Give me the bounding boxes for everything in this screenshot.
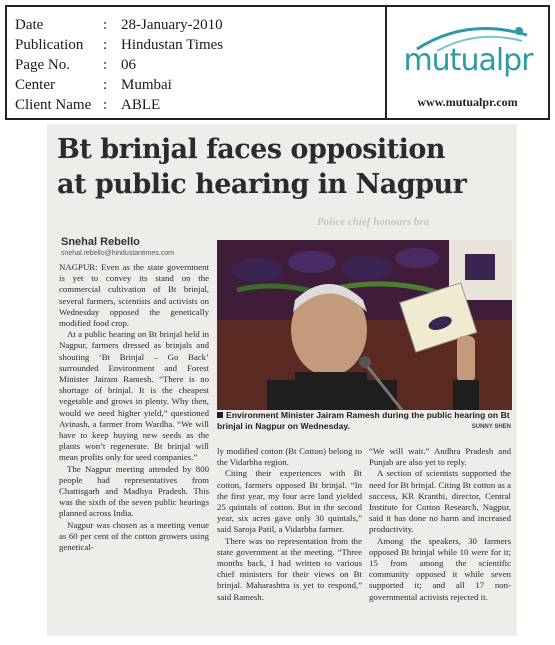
paragraph: There was no representation from the state government at the meeting. “Three months back, I had written to various chief ministers for their views on Bt brinjal. Maharashtra is yet to respond,” said Ramesh.: [217, 535, 362, 602]
minister-photo-illustration: [217, 240, 512, 410]
meta-row-publication: [15, 35, 390, 55]
paragraph: ly modified cotton (Bt Cotton) belong to the Vidarbha region.: [217, 446, 362, 468]
meta-separator: :: [103, 17, 108, 33]
paragraph: A section of scientists supported the need for Bt brinjal. Citing Bt cotton as a success, KR Kranthi, director, Central Institute for Cotton Research, Nagpur, said it has done no harm and increased productivity.: [369, 468, 511, 535]
paragraph: “We will wait.” Andhra Pradesh and Punjab are also yet to reply.: [369, 446, 511, 468]
meta-separator: :: [103, 57, 108, 73]
headline-line: Bt brinjal faces opposition: [57, 134, 446, 165]
meta-label: Publication: [15, 37, 84, 53]
meta-label: Center: [15, 77, 55, 93]
meta-row-date: [15, 15, 390, 35]
meta-row-page: [15, 55, 390, 75]
meta-separator: :: [103, 77, 108, 93]
meta-separator: :: [103, 37, 108, 53]
paragraph: At a public hearing on Bt brinjal held in Nagpur, farmers dressed as brinjals and shouting ‘Bt Brinjal – Go Back’ surrounded Environment and Forest Minister Jairam Ramesh. “There is no shortage of brinjal. It is the cheapest vegetable and grows in plenty. Why then, would we need higher yield,” questioned Avinash, a farmer from Wardha. “We will have to keep buying new seeds as the plants won’t regenerate. Bt brinjal will mean profits only for seed companies.”: [59, 329, 209, 463]
paragraph: Among the speakers, 30 farmers opposed Bt brinjal while 10 were for it; 15 from among the scientific community opposed it while seven supported it; and all 17 non-governmental activists rejected it.: [369, 535, 511, 602]
meta-label: Date: [15, 17, 44, 33]
bleed-through-text: Police chief honours bra: [317, 216, 430, 228]
article-headline: [57, 132, 512, 202]
meta-value: 28-January-2010: [121, 17, 223, 33]
meta-label: Page No.: [15, 57, 70, 73]
paragraph: NAGPUR: Even as the state government is yet to convey its stand on the commercial cultivation of Bt brinjal, several farmers, scientists and activists on Wednesday opposed the genetically modified food crop.: [59, 262, 209, 329]
clipping-header: [5, 5, 550, 120]
article-column-1: [59, 262, 209, 634]
article-column-3: [369, 446, 511, 632]
photo-credit: SUNNY SHEN: [471, 424, 511, 430]
meta-value: Hindustan Times: [121, 37, 224, 53]
meta-row-client: [15, 95, 390, 115]
paragraph: Citing their experiences with Bt cotton, farmers opposed Bt brinjal. “In the first year, my four acre land yielded 25 quintals of cotton. But in the second year, six acres gave only 30 quintals,” said Saroja Patil, a Vidarbha farmer.: [217, 468, 362, 535]
meta-value: 06: [121, 57, 136, 73]
caption-text: Environment Minister Jairam Ramesh during the public hearing on Bt brinjal in Nagpur on Wednesday.: [217, 410, 510, 431]
article-column-2: [217, 446, 362, 632]
caption-bullet-icon: [217, 412, 223, 418]
logo-url: www.mutualpr.com: [417, 95, 518, 109]
paragraph: Nagpur was chosen as a meeting venue as 60 per cent of the cotton growers using genetical-: [59, 519, 209, 553]
mutualpr-logo: [387, 7, 548, 118]
meta-value: ABLE: [121, 97, 161, 113]
byline-email: snehal.rebello@hindustantimes.com: [61, 250, 174, 257]
newspaper-clipping: [47, 124, 517, 636]
meta-value: Mumbai: [121, 77, 172, 93]
headline-line: at public hearing in Nagpur: [57, 169, 467, 200]
meta-separator: :: [103, 97, 108, 113]
photo-caption: [217, 410, 512, 432]
meta-row-center: [15, 75, 390, 95]
metadata-table: [15, 15, 390, 115]
logo-wordmark: mutualpr: [403, 43, 533, 78]
paragraph: The Nagpur meeting attended by 800 people had representatives from Chattisgarh and Madhya Pradesh. This was the sixth of the seven public hearings planned across India.: [59, 463, 209, 519]
article-photo: [217, 240, 512, 410]
byline: Snehal Rebello: [61, 236, 140, 248]
meta-label: Client Name: [15, 97, 92, 113]
